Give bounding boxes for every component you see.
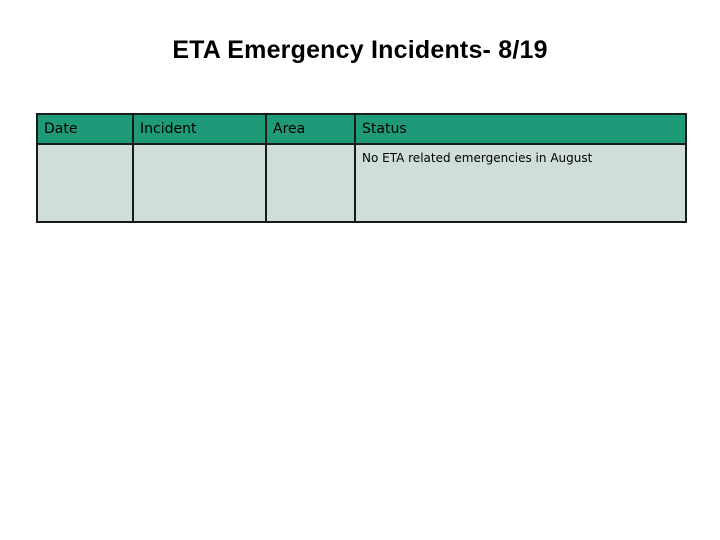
column-header-status: Status	[355, 114, 686, 144]
page-title: ETA Emergency Incidents- 8/19	[172, 36, 548, 64]
column-header-date: Date	[37, 114, 133, 144]
cell-date	[37, 144, 133, 222]
cell-area	[266, 144, 355, 222]
column-header-incident: Incident	[133, 114, 266, 144]
table-header-row	[37, 114, 686, 144]
cell-status: No ETA related emergencies in August	[355, 144, 686, 222]
incident-table	[36, 113, 687, 223]
cell-incident	[133, 144, 266, 222]
table-row	[37, 144, 686, 222]
column-header-area: Area	[266, 114, 355, 144]
